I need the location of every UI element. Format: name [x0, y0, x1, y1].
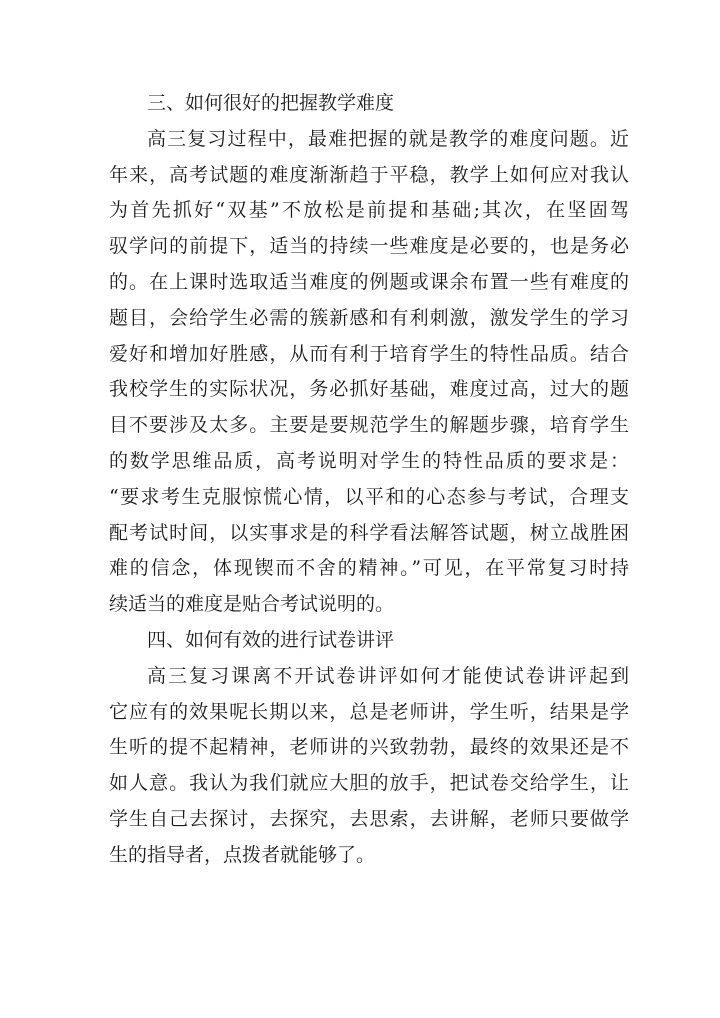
- text-line: 的。在上课时选取适当难度的例题或课余布置一些有难度的: [109, 270, 629, 293]
- text-line: 爱好和增加好胜感，从而有利于培育学生的特性品质。结合: [109, 342, 629, 365]
- text-line: 高三复习课离不开试卷讲评如何才能使试卷讲评起到: [147, 664, 629, 687]
- section-heading: 三、如何很好的把握教学难度: [147, 92, 395, 114]
- text-line: 难的信念，体现锲而不舍的精神。”可见，在平常复习时持: [109, 557, 629, 580]
- text-line: 如人意。我认为我们就应大胆的放手，把试卷交给学生，让: [109, 772, 629, 795]
- text-line: 年来，高考试题的难度渐渐趋于平稳，教学上如何应对我认: [109, 163, 629, 186]
- text-line: 的数学思维品质，高考说明对学生的特性品质的要求是：: [109, 449, 629, 472]
- text-line: 续适当的难度是贴合考试说明的。: [109, 593, 395, 616]
- text-line: 学生自己去探讨，去探究，去思索，去讲解，老师只要做学: [109, 807, 629, 830]
- text-line: 配考试时间，以实事求是的科学看法解答试题，树立战胜困: [109, 521, 629, 544]
- text-line: 我校学生的实际状况，务必抓好基础，难度过高，过大的题: [109, 378, 629, 401]
- text-line: 目不要涉及太多。主要是要规范学生的解题步骤，培育学生: [109, 414, 629, 437]
- text-line: 生听的提不起精神，老师讲的兴致勃勃，最终的效果还是不: [109, 736, 629, 759]
- text-line: 高三复习过程中，最难把握的就是教学的难度问题。近: [147, 127, 629, 150]
- text-line: 题目，会给学生必需的簇新感和有利刺激，激发学生的学习: [109, 306, 629, 329]
- text-line: 生的指导者，点拨者就能够了。: [109, 843, 376, 866]
- text-line: 它应有的效果呢长期以来，总是老师讲，学生听，结果是学: [109, 700, 629, 723]
- text-line: 驭学问的前提下，适当的持续一些难度是必要的，也是务必: [109, 235, 629, 258]
- section-heading: 四、如何有效的进行试卷讲评: [147, 628, 395, 651]
- text-line: “要求考生克服惊慌心情，以平和的心态参与考试，合理支: [109, 485, 629, 508]
- text-line: 为首先抓好“双基”不放松是前提和基础;其次，在坚固驾: [109, 199, 629, 222]
- document-body: [109, 86, 629, 874]
